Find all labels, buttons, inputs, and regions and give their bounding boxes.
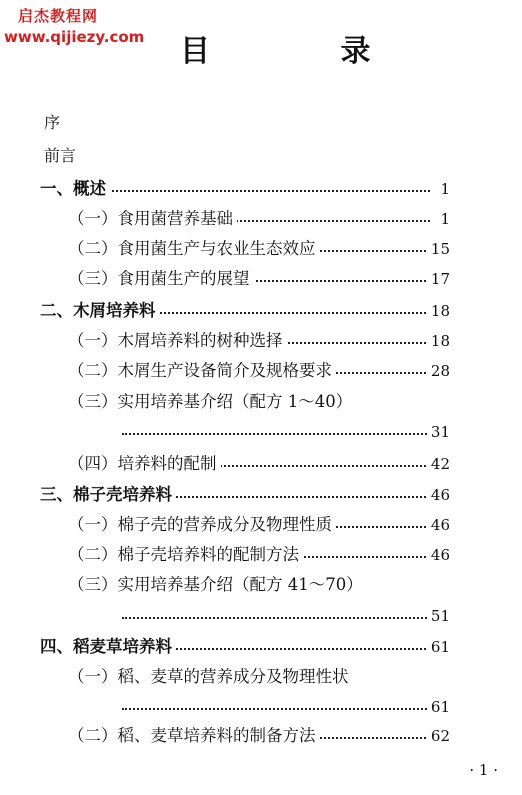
dot-leader [60,190,430,192]
toc-entry [0,450,522,480]
toc-entry [0,418,522,448]
toc-page-number: 1 [437,205,450,233]
toc-chapter-title: 三、棉子壳培养料 [40,481,176,509]
toc-page-number: 51 [428,602,450,630]
watermark-line1: 启杰教程网 [18,7,99,25]
toc-chapter-title: 一、概述 [40,175,110,203]
toc-entry [0,693,522,723]
toc-section-title: （一）稻、麦草的营养成分及物理性状 [68,663,353,691]
toc-page-number: 61 [428,693,450,721]
toc-entry [0,265,522,295]
toc-entry [0,722,522,752]
toc-entry [0,297,522,327]
toc-entry [0,235,522,265]
toc-page-number: 61 [428,633,450,661]
toc-page-number: 62 [428,722,450,750]
toc-item-preface: 序 [44,113,61,132]
toc-page-number: 42 [428,450,450,478]
toc-entry [0,602,522,632]
page-number-footer: · 1 · [469,761,498,779]
toc-entry [0,175,522,205]
toc-section-title: （四）培养料的配制 [68,450,221,478]
toc-section-title: （二）棉子壳培养料的配制方法 [68,541,303,569]
page-title: 目 录 [180,34,431,69]
toc-entry [0,571,522,601]
toc-entry [0,327,522,357]
toc-section-title: （二）木屑生产设备简介及规格要求 [68,357,336,385]
toc-section-title: （三）食用菌生产的展望 [68,265,254,293]
toc-page-number: 28 [428,357,450,385]
toc-section-title: （一）木屑培养料的树种选择 [68,327,287,355]
toc-entry [0,663,522,693]
toc-entry [0,205,522,235]
toc-section-title: （二）食用菌生产与农业生态效应 [68,235,320,263]
dot-leader [122,617,430,619]
toc-entry [0,388,522,418]
toc-entry [0,633,522,663]
toc-page-number: 46 [428,541,450,569]
toc-section-title: （三）实用培养基介绍（配方 1～40） [68,388,356,416]
toc-entry [0,481,522,511]
toc-section-title: （二）稻、麦草培养料的制备方法 [68,722,320,750]
toc-page-number: 17 [428,265,450,293]
toc-section-title: （一）棉子壳的营养成分及物理性质 [68,511,336,539]
toc-chapter-title: 四、稻麦草培养料 [40,633,176,661]
toc-page-number: 46 [428,511,450,539]
toc-section-title: （一）食用菌营养基础 [68,205,237,233]
toc-page-number: 18 [428,297,450,325]
dot-leader [122,708,430,710]
toc-chapter-title: 二、木屑培养料 [40,297,160,325]
toc-page-number: 15 [428,235,450,263]
toc-section-title: （三）实用培养基介绍（配方 41～70） [68,571,367,599]
toc-page-number: 18 [428,327,450,355]
toc-page-number: 1 [437,175,450,203]
toc-page-number: 31 [428,418,450,446]
dot-leader [122,433,430,435]
toc-entry [0,357,522,387]
watermark-line2: www.qijiezy.com [4,28,145,46]
toc-entry [0,511,522,541]
toc-entry [0,541,522,571]
toc-item-foreword: 前言 [44,146,77,165]
toc-page-number: 46 [428,481,450,509]
